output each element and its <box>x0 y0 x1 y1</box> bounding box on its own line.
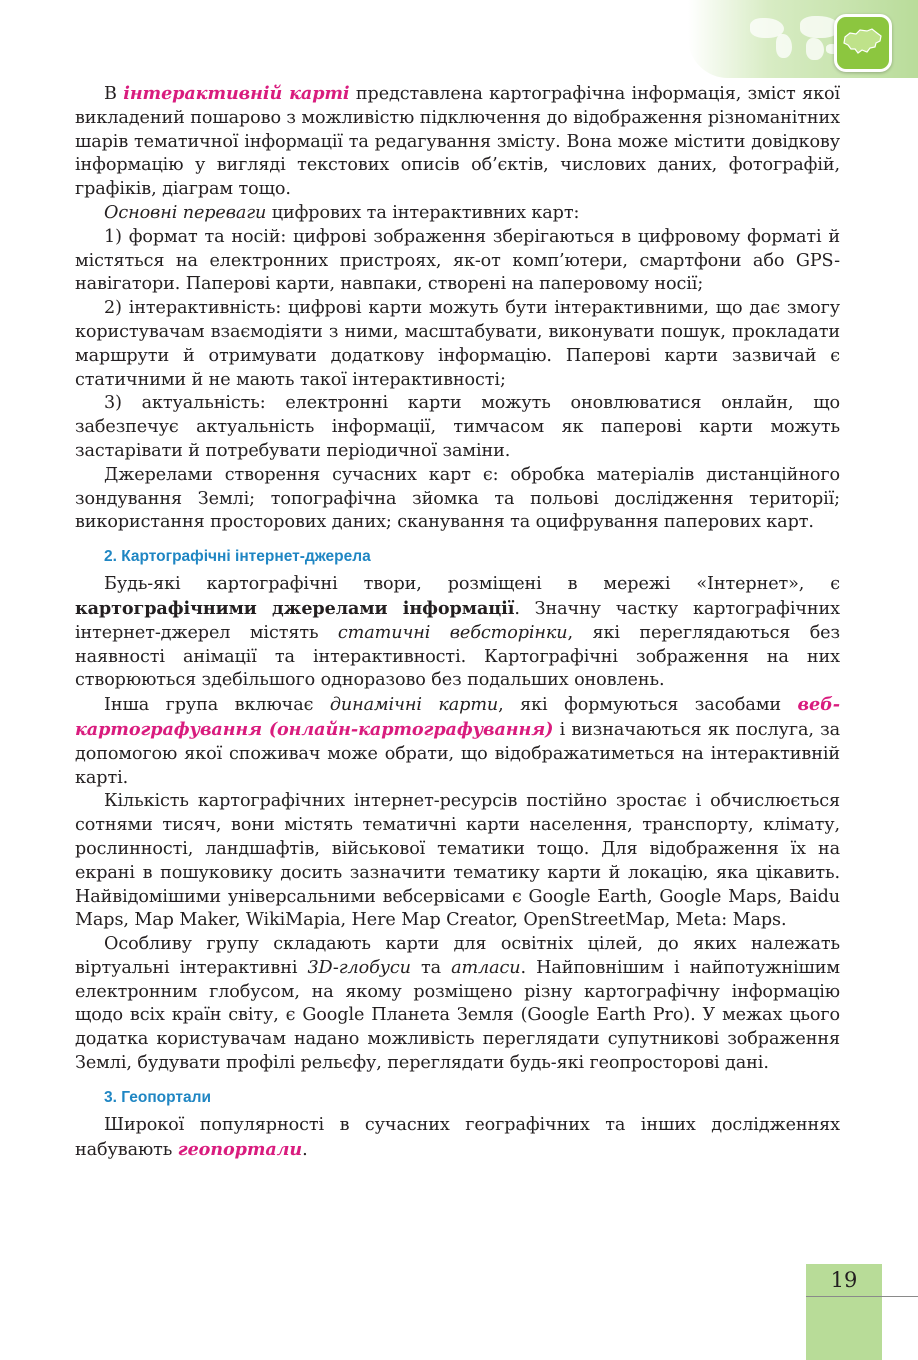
page-number-divider <box>806 1296 918 1297</box>
paragraph-interactivity: 2) інтерактивність: цифрові карти можуть бути інтерактивними, що дає змогу користувачам взаємодіяти з ними, масштабувати, виконувати пошук, прокладати маршрути й отримувати додаткову інформацію. Паперові карти зазвичай є статичними й не мають такої інтерактивності; <box>75 298 840 390</box>
paragraph-resources-count: Кількість картографічних інтернет-ресурсів постійно зростає і обчислюється сотнями тисяч, вони містять тематичні карти населення, транспорту, клімату, рослинності, ландшафтів, військової тематики тощо. Для відображення їх на екрані в пошуковику досить зазначити тематику карти й локацію, яка цікавить. Найвідомішими універсальними вебсервісами є Google Earth, Google Maps, Baidu Maps, Map Maker, WikiMapia, Here Map Creator, OpenStreetMap, Meta: Maps. <box>75 791 840 931</box>
italic-3d-globes: 3D-глобуси <box>307 957 411 978</box>
page-number: 19 <box>830 1268 858 1292</box>
section-heading-internet-sources: 2. Картографічні інтернет-джерела <box>104 548 371 566</box>
page-content <box>75 82 840 1162</box>
paragraph-dynamic-maps: Інша група включає динамічні карти, які формуються засобами вебкартографування (онлайн-картографування) і визначаються як послуга, за допомогою якої споживач може обрати, що відображатиметься на інтерактивній карті. <box>75 694 840 788</box>
paragraph-format: 1) формат та носій: цифрові зображення зберігаються в цифровому форматі й містяться на електронних пристроях, як-от комп’ютери, смартфони або GPS-навігатори. Паперові карти, навпаки, створені на паперовому носії; <box>75 226 840 295</box>
italic-atlases: атласи <box>451 957 521 978</box>
section-heading-geoportals: 3. Геопортали <box>104 1088 212 1106</box>
italic-advantages: Основні переваги <box>104 202 267 223</box>
term-web-cartography: вебкартографування (онлайн-картографування) <box>75 694 840 740</box>
ukraine-badge <box>834 14 892 72</box>
paragraph-internet-works: Будь-які картографічні твори, розміщені в мережі «Інтернет», є картографічними джерелами інформації. Значну частку картографічних інтернет-джерел містять статичні вебсторінки, які переглядаються без наявності анімації та інтерактивності. Картографічні зображення на них створюються здебільшого одноразово без подальших оновлень. <box>75 574 840 691</box>
italic-static-pages: статичні вебсторінки <box>337 622 568 643</box>
ukraine-map-icon <box>842 25 884 57</box>
paragraph-educational-maps: Особливу групу складають карти для освітніх цілей, до яких належать віртуальні інтерактивні 3D-глобуси та атласи. Найповнішим і найпотужнішим електронним глобусом, на якому розміщено різну картографічну інформацію щодо всіх країн світу, є Google Планета Земля (Google Earth Pro). У межах цього додатка користувачам надано можливість переглядати супутникові зображення Землі, будувати профілі рельєфу, переглядати будь-які геопросторові дані. <box>75 934 841 1074</box>
paragraph-sources: Джерелами створення сучасних карт є: обробка матеріалів дистанційного зондування Землі; топографічна зйомка та польові дослідження території; використання просторових даних; сканування та оцифрування паперових карт. <box>75 464 840 533</box>
paragraph-relevance: 3) актуальність: електронні карти можуть оновлюватися онлайн, що забезпечує актуальність інформації, тимчасом як паперові карти можуть застарівати й потребувати періодичної заміни. <box>75 393 840 461</box>
bold-cartographic-sources: картографічними джерелами інформації <box>75 597 515 619</box>
world-map-landmass <box>806 38 824 60</box>
paragraph-interactive-map: В інтерактивній карті представлена картографічна інформація, зміст якої викладений пошарово з можливістю підключення до відображення різноманітних шарів тематичної інформації та редагування змісту. Вона може містити довідкову інформацію у вигляді текстових описів об’єктів, числових даних, фотографій, графіків, діаграм тощо. <box>75 83 840 200</box>
italic-dynamic-maps: динамічні карти <box>329 695 499 716</box>
world-map-landmass <box>776 34 792 58</box>
paragraph-advantages: Основні переваги цифрових та інтерактивних карт: <box>104 202 580 223</box>
term-geoportals: геопортали <box>177 1138 303 1160</box>
term-interactive-map: інтерактивній карті <box>123 83 350 104</box>
paragraph-geoportals: Широкої популярності в сучасних географічних та інших дослідженнях набувають геопортали. <box>75 1114 840 1160</box>
